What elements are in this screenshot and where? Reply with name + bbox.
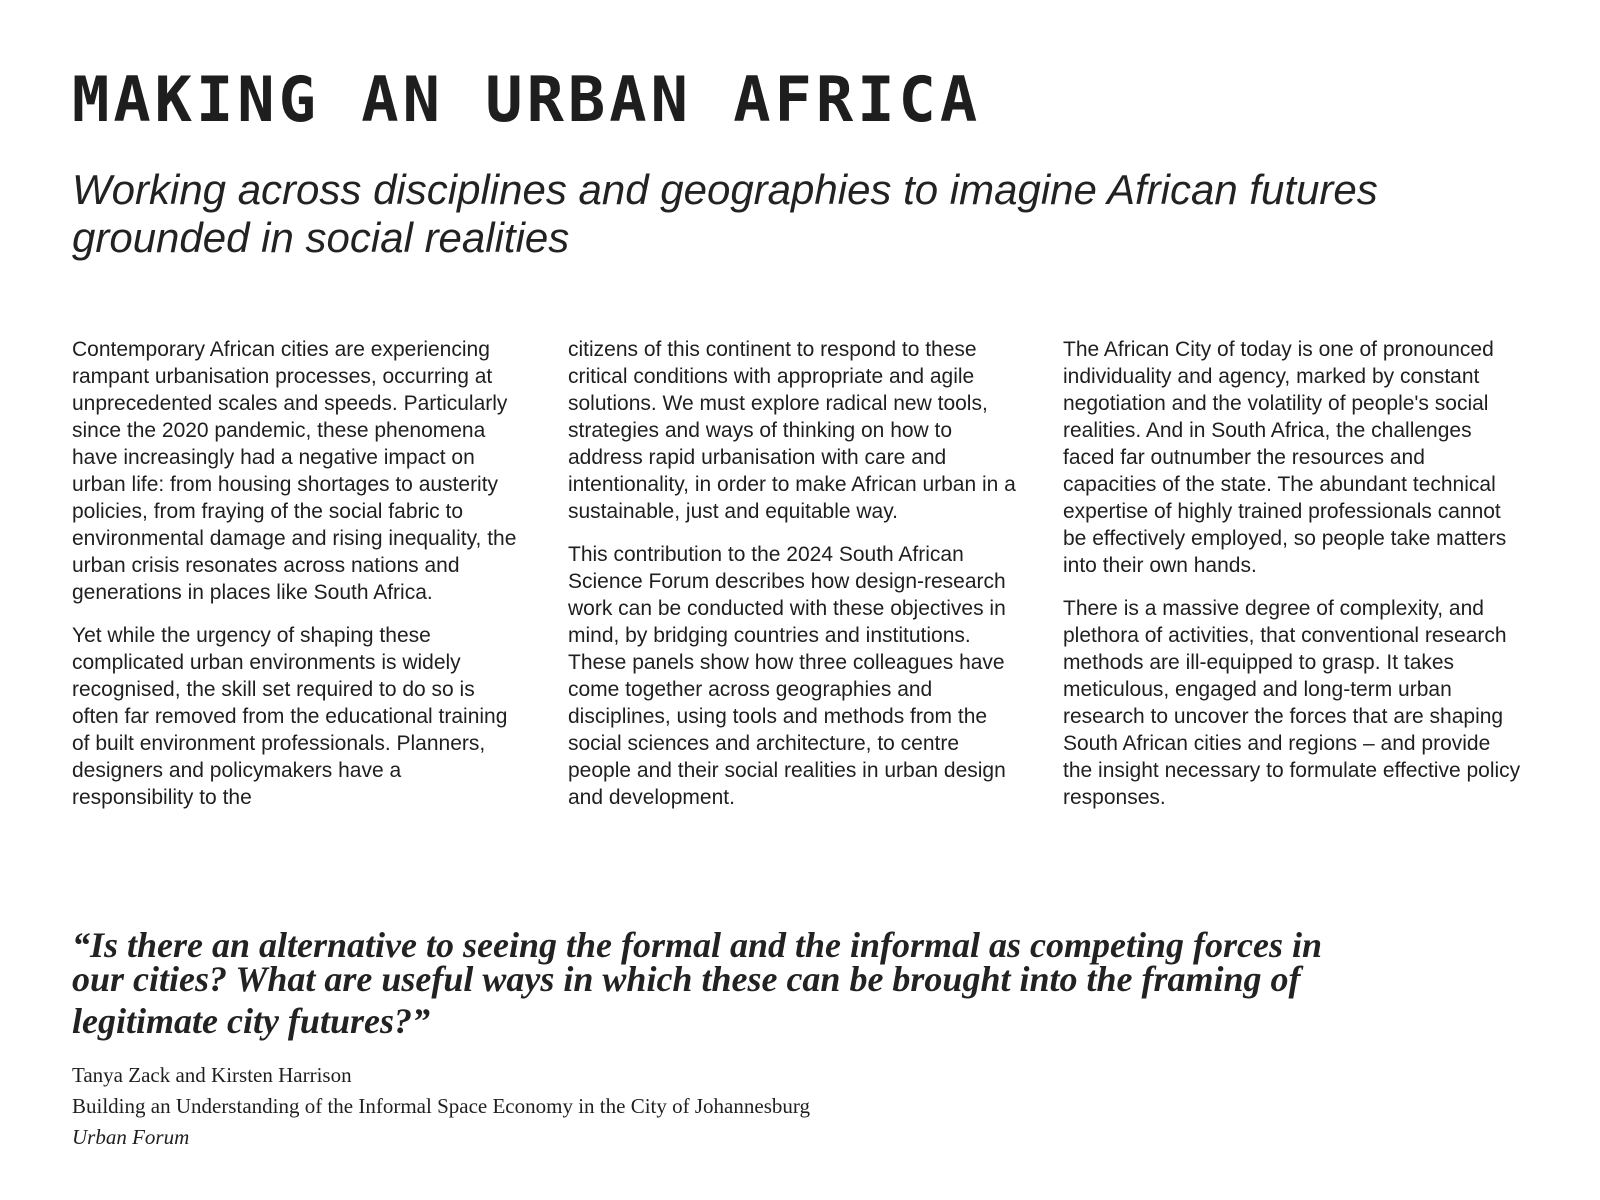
body-paragraph: This contribution to the 2024 South African Science Forum describes how design-research work can be conducted with these objectives in mind, by bridging countries and institutions. These panels show how three colleagues have come together across geographies and disciplines, using tools and methods from the social sciences and architecture, to centre people and their social realities in urban design and development. xyxy=(568,543,1006,809)
body-paragraph: Contemporary African cities are experiencing rampant urbanisation processes, occurring at unprecedented scales and speeds. Particularly since the 2020 pandemic, these phenomena have increasingly had a negative impact on urban life: from housing shortages to austerity policies, from fraying of the social fabric to environmental damage and rising inequality, the urban crisis resonates across nations and generations in places like South Africa. xyxy=(72,338,517,604)
citation-journal: Urban Forum xyxy=(72,1125,190,1149)
text-column-2 xyxy=(568,336,1023,827)
body-paragraph: The African City of today is one of pronounced individuality and agency, marked by constant negotiation and the volatility of people's social realities. And in South Africa, the challenges faced far outnumber the resources and capacities of the state. The abundant technical expertise of highly trained professionals cannot be effectively employed, so people take matters into their own hands. xyxy=(1063,338,1507,577)
page-subtitle: Working across disciplines and geographies to imagine African futures grounded in social realities xyxy=(72,166,1378,261)
citation xyxy=(72,1060,810,1153)
pull-quote xyxy=(72,925,1552,1041)
text-column-1 xyxy=(72,336,522,827)
pull-quote-line: our cities? What are useful ways in which these can be brought into the framing of xyxy=(72,959,1301,999)
body-paragraph: Yet while the urgency of shaping these complicated urban environments is widely recognised, the skill set required to do so is often far removed from the educational training of built environment professionals. Planners, designers and policymakers have a responsibility to the xyxy=(72,624,508,809)
pull-quote-line: “Is there an alternative to seeing the formal and the informal as competing forces in xyxy=(72,925,1323,965)
pull-quote-line: legitimate city futures?” xyxy=(72,1001,430,1041)
text-column-3 xyxy=(1063,336,1523,827)
citation-work-title: Building an Understanding of the Informal Space Economy in the City of Johannesburg xyxy=(72,1094,810,1118)
body-paragraph: citizens of this continent to respond to these critical conditions with appropriate and agile solutions. We must explore radical new tools, strategies and ways of thinking on how to address rapid urbanisation with care and intentionality, in order to make African urban in a sustainable, just and equitable way. xyxy=(568,338,1016,523)
page-title: MAKING AN URBAN AFRICA xyxy=(72,63,982,136)
body-paragraph: There is a massive degree of complexity, and plethora of activities, that conventional research methods are ill-equipped to grasp. It takes meticulous, engaged and long-term urban research to uncover the forces that are shaping South African cities and regions – and provide the insight necessary to formulate effective policy responses. xyxy=(1063,597,1521,809)
citation-authors: Tanya Zack and Kirsten Harrison xyxy=(72,1063,352,1087)
